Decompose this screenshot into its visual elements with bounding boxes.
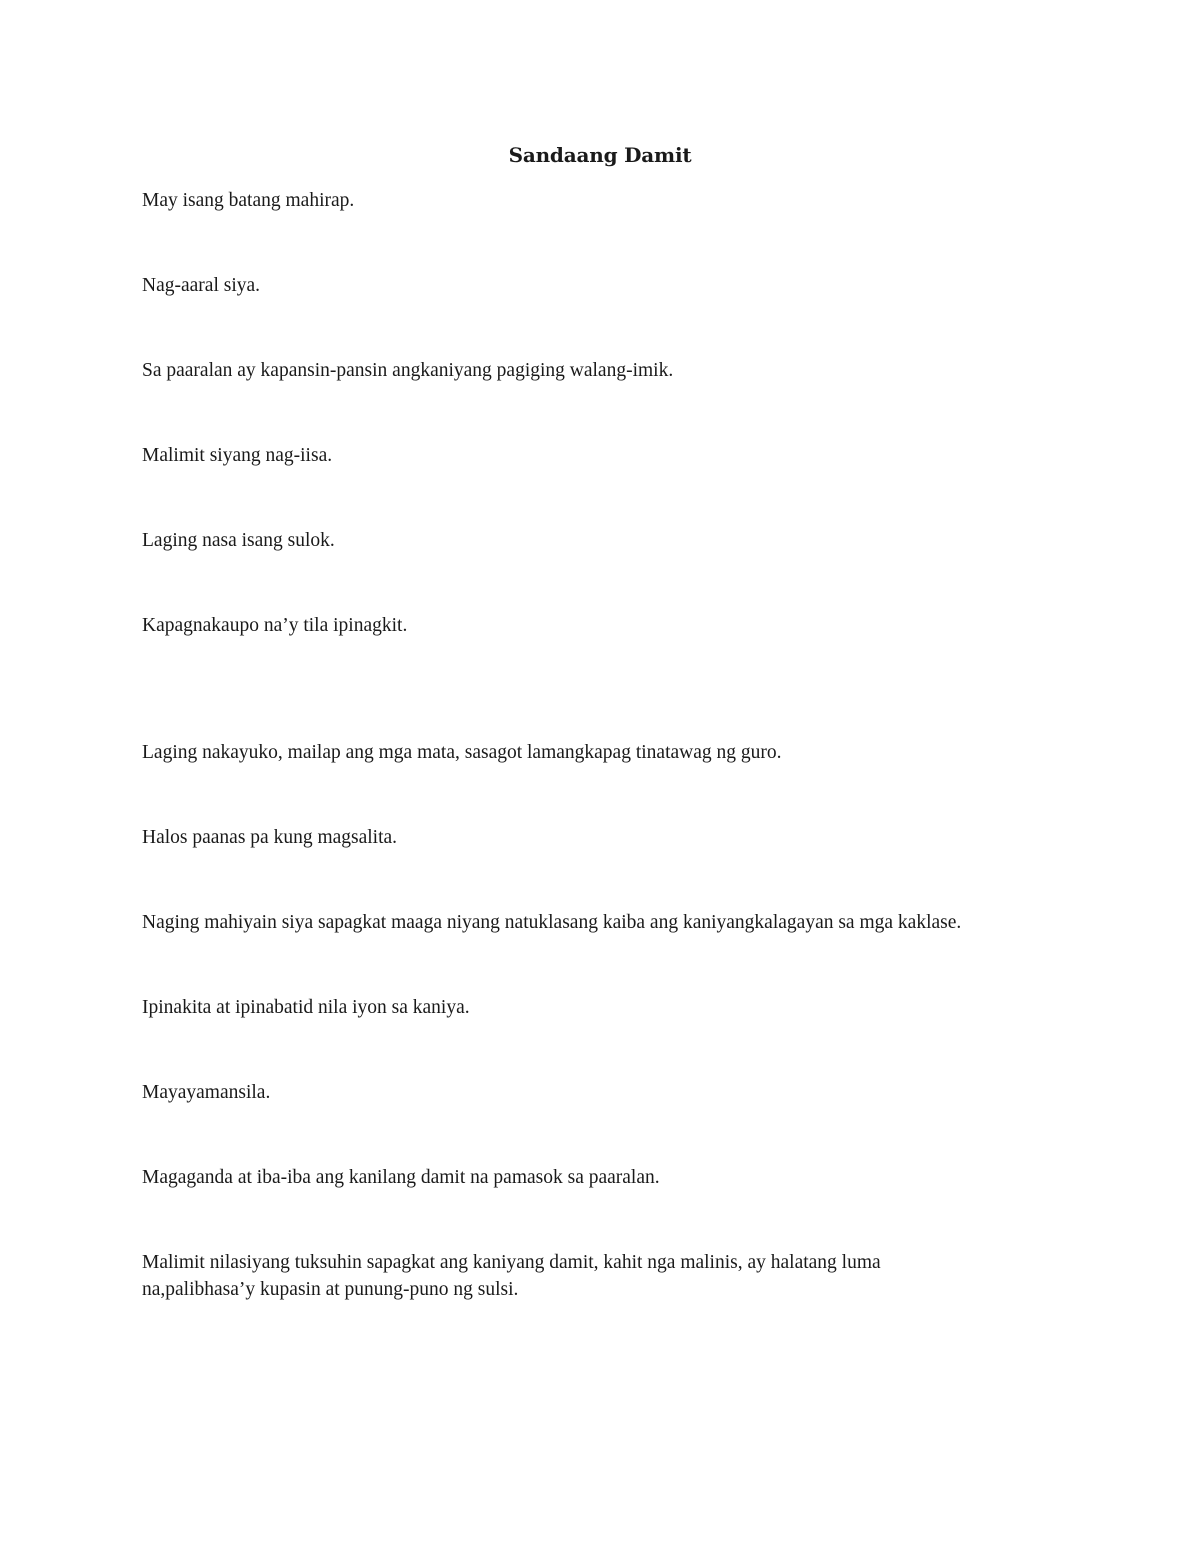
paragraph: May isang batang mahirap. <box>142 190 355 211</box>
paragraph: Nag-aaral siya. <box>142 275 261 296</box>
paragraph: Laging nasa isang sulok. <box>142 530 335 551</box>
paragraph: Mayayamansila. <box>142 1082 271 1103</box>
paragraph: Naging mahiyain siya sapagkat maaga niyang natuklasang kaiba ang kaniyangkalagayan sa mga kaklase. <box>142 912 962 933</box>
paragraph: Laging nakayuko, mailap ang mga mata, sasagot lamangkapag tinatawag ng guro. <box>142 742 782 763</box>
document-title: Sandaang Damit <box>508 143 692 167</box>
paragraph: Ipinakita at ipinabatid nila iyon sa kaniya. <box>142 997 470 1018</box>
paragraph: Malimit siyang nag-iisa. <box>142 445 333 466</box>
paragraph: Malimit nilasiyang tuksuhin sapagkat ang kaniyang damit, kahit nga malinis, ay halatang luma na,palibhasa’y kupasin at punung-puno ng sulsi. <box>142 1252 881 1300</box>
paragraph: Kapagnakaupo na’y tila ipinagkit. <box>142 615 408 636</box>
paragraph: Magaganda at iba-iba ang kanilang damit na pamasok sa paaralan. <box>142 1167 660 1188</box>
paragraph: Halos paanas pa kung magsalita. <box>142 827 398 848</box>
paragraph: Sa paaralan ay kapansin-pansin angkaniyang pagiging walang-imik. <box>142 360 674 381</box>
